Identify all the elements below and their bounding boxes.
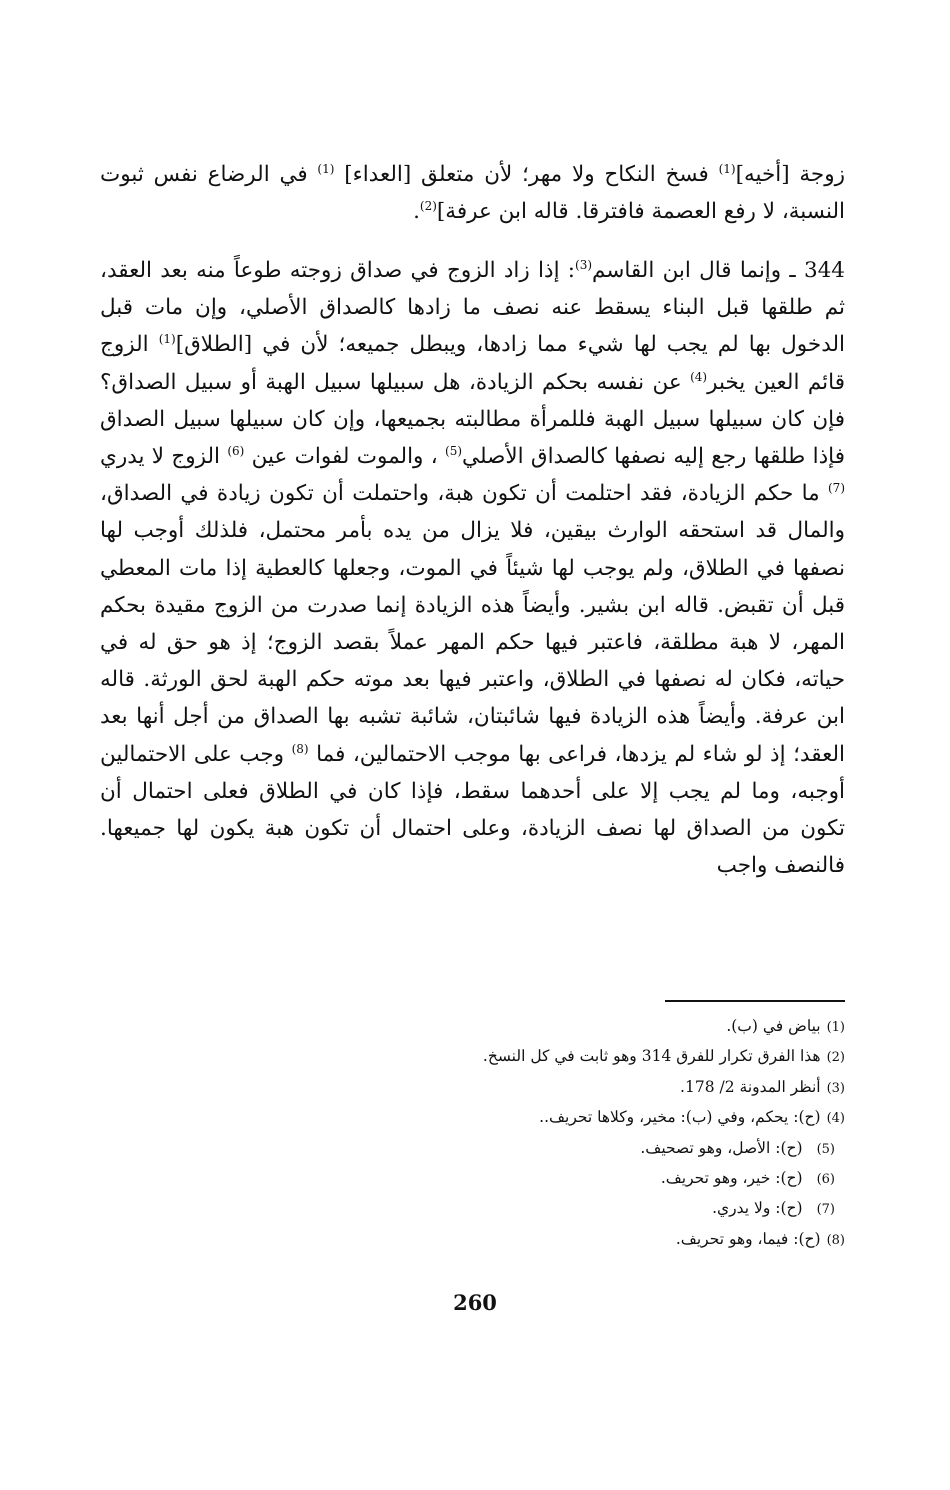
footnote-ref: (1) xyxy=(317,162,335,176)
footnote-item xyxy=(300,1103,845,1133)
footnote-text: أنظر المدونة 2/ 178. xyxy=(680,1077,821,1096)
footnote-ref: (3) xyxy=(575,258,593,272)
intro-paragraph xyxy=(100,156,845,230)
footnotes xyxy=(300,1012,845,1255)
footnote-divider xyxy=(665,1000,845,1002)
entry-text-1: ـ وإنما قال ابن القاسم xyxy=(592,258,804,283)
footnote-item xyxy=(300,1194,845,1224)
footnote-item xyxy=(300,1164,845,1194)
entry-text-4: عن نفسه بحكم الزيادة، هل سبيلها سبيل الهبة أو سبيل الصداق؟ فإن كان سبيلها سبيل الهبة فللمرأة مطالبته بجميعها، وإن كان سبيلها سبيل الصداق فإذا طلقها رجع إليه نصفها كالصداق الأصلي xyxy=(100,369,845,470)
entry-text-3: الزوج قائم العين يخبر xyxy=(100,332,845,395)
footnote-number: (1) xyxy=(826,1020,845,1035)
footnote-item xyxy=(300,1012,845,1042)
footnote-number: (2) xyxy=(826,1050,845,1066)
footnote-ref: (1) xyxy=(158,332,176,347)
footnote-ref: (1) xyxy=(718,162,736,176)
footnote-ref: (2) xyxy=(419,199,437,214)
footnote-text: (ح): الأصل، وهو تصحيف. xyxy=(640,1138,803,1157)
footnote-item xyxy=(300,1225,845,1255)
footnote-number: (8) xyxy=(826,1232,845,1248)
intro-text-1: زوجة [أخيه] xyxy=(735,162,845,187)
entry-text-6: الزوج لا يدري xyxy=(100,444,228,470)
footnote-ref: (7) xyxy=(828,481,845,496)
footnote-text: بياض في (ب). xyxy=(726,1017,821,1035)
intro-text-4: . xyxy=(413,199,420,225)
footnote-ref: (8) xyxy=(291,741,309,756)
entry-text-8: وجب على الاحتمالين أوجبه، وما لم يجب إلا على أحدهما سقط، فإذا كان في الطلاق فعلى احتمال أن تكون من الصداق لها نصف الزيادة، وعلى احتمال أن تكون هبة يكون لها جميعها. فالنصف واجب xyxy=(100,741,845,879)
footnote-text: (ح): خير، وهو تحريف. xyxy=(660,1169,803,1188)
footnote-ref: (6) xyxy=(227,444,245,459)
entry-text-7: ما حكم الزيادة، فقد احتلمت أن تكون هبة، واحتملت أن تكون زيادة في الصداق، والمال قد استحقه الوارث بيقين، فلا يزال من يده بأمر محتمل، فلذلك أوجب لها نصفها في الطلاق، ولم يوجب لها شيئاً في الموت، وجعلها كالعطية إذا مات المعطي قبل أن تقبض. قاله ابن بشير. وأيضاً هذه الزيادة إنما صدرت من الزوج مقيدة بحكم المهر، لا هبة مطلقة، فاعتبر فيها حكم المهر عملاً بقصد الزوج؛ إذ هو حق له في حياته، فكان له نصفها في الطلاق، واعتبر فيها بعد موته حكم الهبة لحق الورثة. قاله ابن عرفة. وأيضاً هذه الزيادة فيها شائبتان، شائبة تشبه بها الصداق من أجل أنها بعد العقد؛ إذ لو شاء لم يزدها، فراعى بها موجب الاحتمالين، فما xyxy=(100,481,845,767)
footnote-item xyxy=(300,1073,845,1103)
entry-number: 344 xyxy=(803,258,845,283)
footnote-text: (ح): فيما، وهو تحريف. xyxy=(675,1229,821,1248)
entry-text-5: ، والموت لفوات عين xyxy=(244,444,446,470)
footnote-number: (7) xyxy=(816,1202,835,1218)
footnote-ref: (4) xyxy=(690,369,708,384)
intro-text-2: فسخ النكاح ولا مهر؛ لأن متعلق [العداء] xyxy=(334,162,719,187)
footnote-text: (ح): يحكم، وفي (ب): مخير، وكلاها تحريف.. xyxy=(539,1108,821,1127)
entry-344-paragraph xyxy=(100,252,845,884)
footnote-number: (6) xyxy=(816,1172,835,1188)
footnote-number: (3) xyxy=(826,1080,845,1096)
footnote-text: هذا الفرق تكرار للفرق 314 وهو ثابت في كل النسخ. xyxy=(482,1047,821,1066)
footnote-item xyxy=(300,1042,845,1072)
footnote-text: (ح): ولا يدري. xyxy=(712,1199,803,1218)
footnote-item xyxy=(300,1134,845,1164)
footnote-number: (4) xyxy=(826,1111,845,1127)
footnote-ref: (5) xyxy=(445,444,463,459)
intro-text-3: في الرضاع نفس ثبوت النسبة، لا رفع العصمة فافترقا. قاله ابن عرفة] xyxy=(100,162,845,225)
entry-text-2: : إذا زاد الزوج في صداق زوجته طوعاً منه بعد العقد، ثم طلقها قبل البناء يسقط عنه نصف ما زادها كالصداق الأصلي، وإن مات قبل الدخول بها لم يجب لها شيء مما زادها، ويبطل جميعه؛ لأن في [الطلاق] xyxy=(100,258,846,358)
page-number: 260 xyxy=(453,1290,497,1315)
footnote-number: (5) xyxy=(816,1141,835,1157)
